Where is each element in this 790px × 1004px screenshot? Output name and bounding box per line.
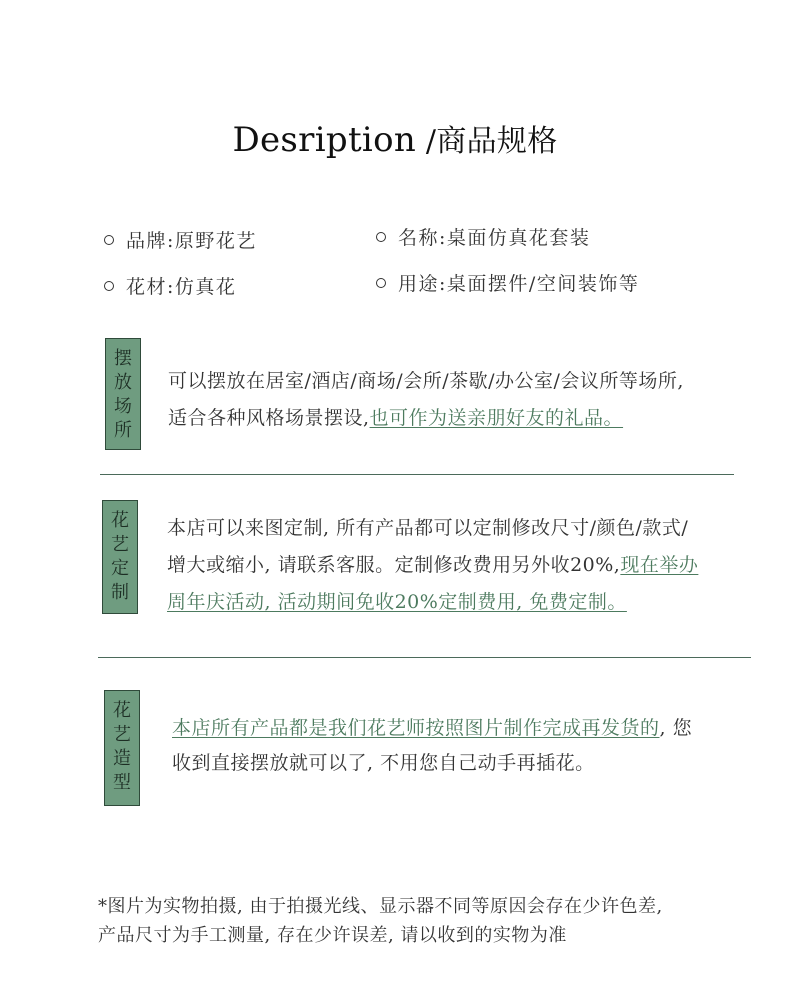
customization-highlight-1: 现在举办 (620, 554, 699, 576)
spec-sep: : (439, 227, 447, 249)
styling-line-1-text: , 您 (659, 717, 693, 739)
tag-char: 型 (113, 772, 131, 793)
tag-char: 所 (114, 420, 132, 441)
note-line-2: 产品尺寸为手工测量, 存在少许误差, 请以收到的实物为准 (98, 925, 567, 946)
placement-line-2 (168, 400, 684, 437)
styling-line-1 (172, 711, 692, 746)
spec-value: 原野花艺 (174, 230, 257, 252)
title-en: Desription (232, 120, 417, 160)
disclaimer-note (98, 892, 663, 950)
title-separator: / (416, 124, 437, 159)
customization-highlight-2: 周年庆活动, 活动期间免收20%定制费用, 免费定制。 (167, 591, 627, 613)
styling-text (172, 711, 692, 781)
styling-line-2: 收到直接摆放就可以了, 不用您自己动手再插花。 (172, 752, 595, 774)
spec-key: 用途 (398, 273, 440, 295)
tag-char: 定 (111, 558, 129, 579)
section-divider (100, 474, 734, 475)
circle-bullet-icon (376, 278, 386, 288)
tag-char: 造 (113, 748, 131, 769)
tag-char: 场 (114, 396, 132, 417)
circle-bullet-icon (376, 232, 386, 242)
spec-key: 花材 (126, 276, 168, 298)
spec-name (376, 223, 590, 250)
spec-usage (376, 269, 639, 296)
tag-char: 花 (113, 700, 131, 721)
customization-line-1: 本店可以来图定制, 所有产品都可以定制修改尺寸/颜色/款式/ (167, 517, 689, 539)
page-title (0, 116, 790, 160)
tag-styling (104, 690, 140, 806)
spec-key: 名称 (398, 227, 440, 249)
tag-char: 制 (111, 582, 129, 603)
spec-value: 桌面摆件/空间装饰等 (446, 273, 640, 295)
customization-line-3 (167, 584, 698, 621)
tag-char: 艺 (113, 724, 131, 745)
styling-highlight: 本店所有产品都是我们花艺师按照图片制作完成再发货的 (172, 717, 660, 739)
spec-value: 桌面仿真花套装 (446, 227, 591, 249)
tag-char: 放 (114, 372, 132, 393)
tag-placement (105, 338, 141, 450)
tag-char: 花 (111, 510, 129, 531)
customization-text (167, 510, 698, 621)
spec-material (104, 272, 236, 299)
spec-key: 品牌 (126, 230, 168, 252)
circle-bullet-icon (104, 235, 114, 245)
spec-sep: : (439, 273, 447, 295)
spec-sep: : (167, 230, 175, 252)
placement-line-1: 可以摆放在居室/酒店/商场/会所/茶歇/办公室/会议所等场所, (168, 370, 684, 392)
customization-line-2-text: 增大或缩小, 请联系客服。定制修改费用另外收20%, (167, 554, 621, 576)
tag-char: 摆 (114, 348, 132, 369)
placement-highlight: 也可作为送亲朋好友的礼品。 (369, 407, 624, 429)
tag-char: 艺 (111, 534, 129, 555)
spec-value: 仿真花 (174, 276, 237, 298)
spec-sep: : (167, 276, 175, 298)
customization-line-2 (167, 547, 698, 584)
title-cn: 商品规格 (436, 124, 558, 159)
placement-text (168, 363, 684, 437)
section-divider (98, 657, 751, 658)
spec-brand (104, 226, 257, 253)
tag-customization (102, 500, 138, 614)
circle-bullet-icon (104, 281, 114, 291)
placement-line-2-text: 适合各种风格场景摆设, (168, 407, 370, 429)
note-line-1: *图片为实物拍摄, 由于拍摄光线、显示器不同等原因会存在少许色差, (98, 896, 663, 917)
